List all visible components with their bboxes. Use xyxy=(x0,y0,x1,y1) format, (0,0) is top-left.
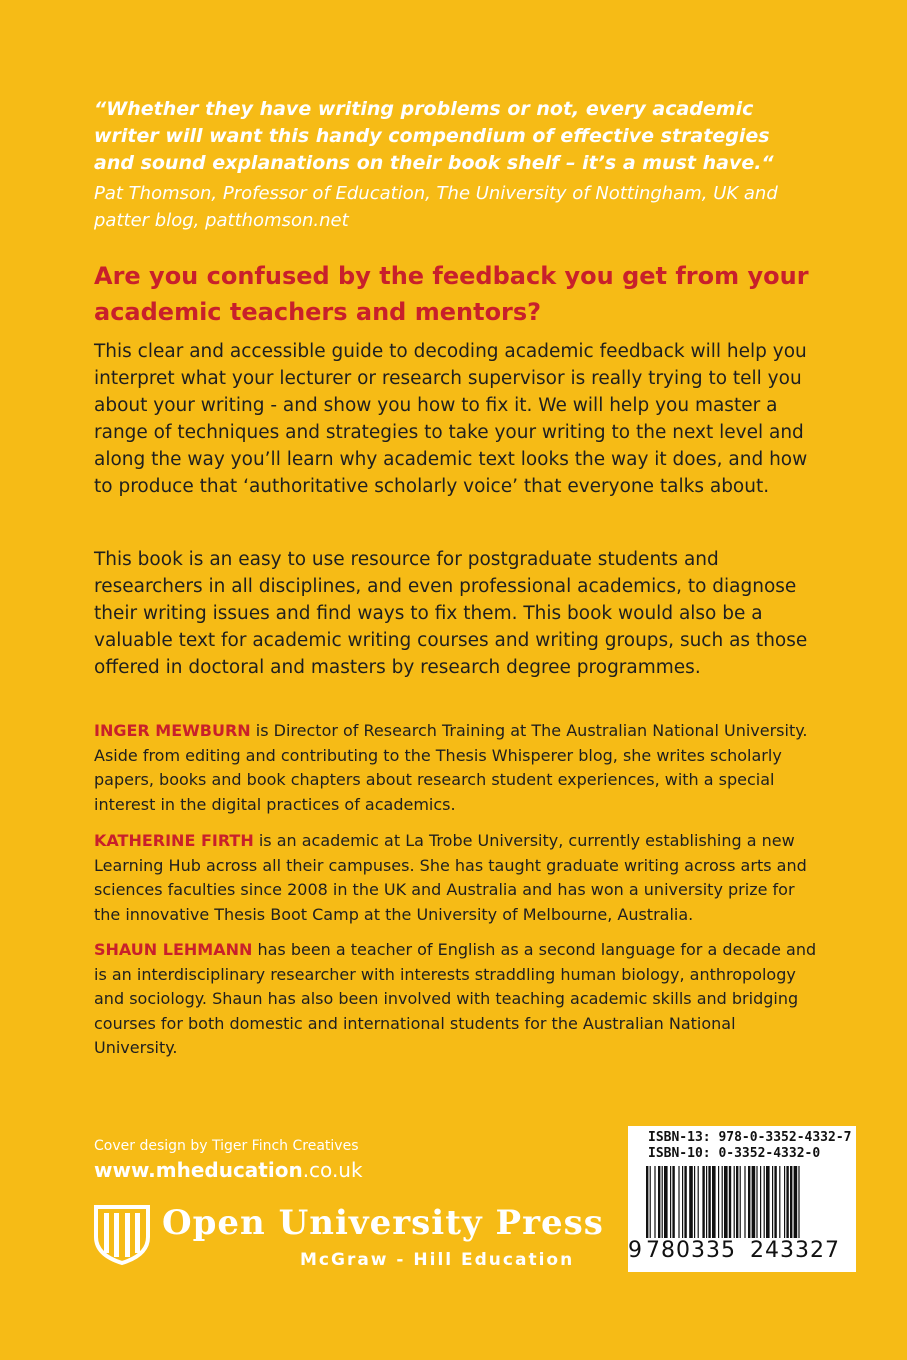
barcode-bar xyxy=(790,1166,792,1238)
endorsement-attribution: Pat Thomson, Professor of Education, The University of Nottingham, UK and patter blog, patthomson.net xyxy=(94,183,778,231)
barcode-bar xyxy=(702,1166,704,1238)
author-bio xyxy=(94,938,824,1061)
author-bio-text: is an academic at La Trobe University, currently establishing a new Learning Hub across all their campuses. She has taught graduate writing across arts and sciences faculties since 2008 in the UK and Australia and has won a university prize for the innovative Thesis Boot Camp at the University of Melbourne, Australia. xyxy=(94,831,807,924)
barcode-bar xyxy=(752,1166,756,1238)
barcode-digit-first: 9 xyxy=(628,1238,643,1263)
endorsement-quote: “Whether they have writing problems or not, every academic writer will want this handy compendium of effective strategies and sound explanations on their book shelf – it’s a must have.“ xyxy=(94,98,774,174)
isbn-10: ISBN-10: 0-3352-4332-0 xyxy=(648,1146,821,1161)
barcode-bar xyxy=(708,1166,710,1238)
barcode-bar xyxy=(748,1166,750,1238)
author-name: INGER MEWBURN xyxy=(94,721,251,740)
barcode-bar xyxy=(650,1166,651,1238)
barcode-bar xyxy=(706,1166,707,1238)
barcode-bar xyxy=(672,1166,674,1238)
website-tld: .co.uk xyxy=(302,1158,363,1182)
barcode-bar xyxy=(712,1166,716,1238)
barcode-bar xyxy=(734,1166,735,1238)
barcode-bar xyxy=(760,1166,761,1238)
barcode-bar xyxy=(794,1166,798,1238)
publisher-name: Open University Press xyxy=(162,1203,604,1243)
barcode-bar xyxy=(744,1166,745,1238)
blurb-headline: Are you confused by the feedback you get from your academic teachers and mentors? xyxy=(94,262,809,326)
barcode-digit-group-left: 780335 xyxy=(646,1238,736,1263)
barcode-bar xyxy=(658,1166,660,1238)
author-bio-text: is Director of Research Training at The Australian National University. Aside from editing and contributing to the Thesis Whisperer blog, she writes scholarly papers, books and book chapters about research student experiences, with a special interest in the digital practices of academics. xyxy=(94,721,808,814)
barcode-bar xyxy=(724,1166,728,1238)
barcode-bar xyxy=(736,1166,738,1238)
description-paragraph: This book is an easy to use resource for postgraduate students and researchers in all disciplines, and even professional academics, to diagnose their writing issues and find ways to fix them. This book would also be a valuable text for academic writing courses and writing groups, such as those offered in doctoral and masters by research degree programmes. xyxy=(94,549,808,678)
barcode-bar xyxy=(718,1166,719,1238)
barcode-digit-group-right: 243327 xyxy=(750,1238,840,1263)
author-bio xyxy=(94,829,824,927)
barcode-bar xyxy=(764,1166,765,1238)
barcode-bar xyxy=(664,1166,668,1238)
barcode-bar xyxy=(774,1166,776,1238)
barcode-bar xyxy=(654,1166,655,1238)
publisher-website[interactable] xyxy=(94,1158,363,1182)
description-paragraph: This clear and accessible guide to decoding academic feedback will help you interpret what your lecturer or research supervisor is really trying to tell you about your writing - and show you how to fix it. We will help you master a range of techniques and strategies to take your writing to the next level and along the way you’ll learn why academic text looks the way it does, and how to produce that ‘authoritative scholarly voice’ that everyone talks about. xyxy=(94,341,808,497)
barcode-bar xyxy=(684,1166,686,1238)
barcode-bar xyxy=(662,1166,663,1238)
publisher-subtitle: McGraw - Hill Education xyxy=(300,1250,575,1270)
barcode-bar xyxy=(694,1166,695,1238)
open-university-shield-icon xyxy=(92,1203,152,1265)
barcode-bar xyxy=(678,1166,679,1238)
barcode-bar xyxy=(798,1166,799,1238)
barcode-bar xyxy=(729,1166,731,1238)
barcode-bar xyxy=(766,1166,770,1238)
barcode-bar xyxy=(670,1166,671,1238)
barcode-bar xyxy=(779,1166,780,1238)
author-bio-text: has been a teacher of English as a second language for a decade and is an interdisciplinary researcher with interests straddling human biology, anthropology and sociology. Shaun has also been involved with teaching academic skills and bridging courses for both domestic and international students for the Australian National University. xyxy=(94,940,817,1057)
barcode-bar xyxy=(784,1166,785,1238)
barcode-bar xyxy=(698,1166,699,1238)
isbn-13: ISBN-13: 978-0-3352-4332-7 xyxy=(648,1130,852,1145)
barcode-bar xyxy=(689,1166,693,1238)
barcode-bars xyxy=(638,1166,846,1240)
barcode-bar xyxy=(756,1166,757,1238)
isbn-barcode xyxy=(628,1126,856,1272)
cover-design-credit: Cover design by Tiger Finch Creatives xyxy=(94,1138,359,1154)
barcode-bar xyxy=(772,1166,773,1238)
barcode-bar xyxy=(740,1166,741,1238)
author-name: SHAUN LEHMANN xyxy=(94,940,253,959)
barcode-bar xyxy=(646,1166,648,1238)
barcode-bar xyxy=(786,1166,788,1238)
barcode-bar xyxy=(722,1166,723,1238)
author-bio xyxy=(94,719,824,817)
website-domain: www.mheducation xyxy=(94,1158,303,1182)
barcode-bar xyxy=(682,1166,683,1238)
author-name: KATHERINE FIRTH xyxy=(94,831,254,850)
